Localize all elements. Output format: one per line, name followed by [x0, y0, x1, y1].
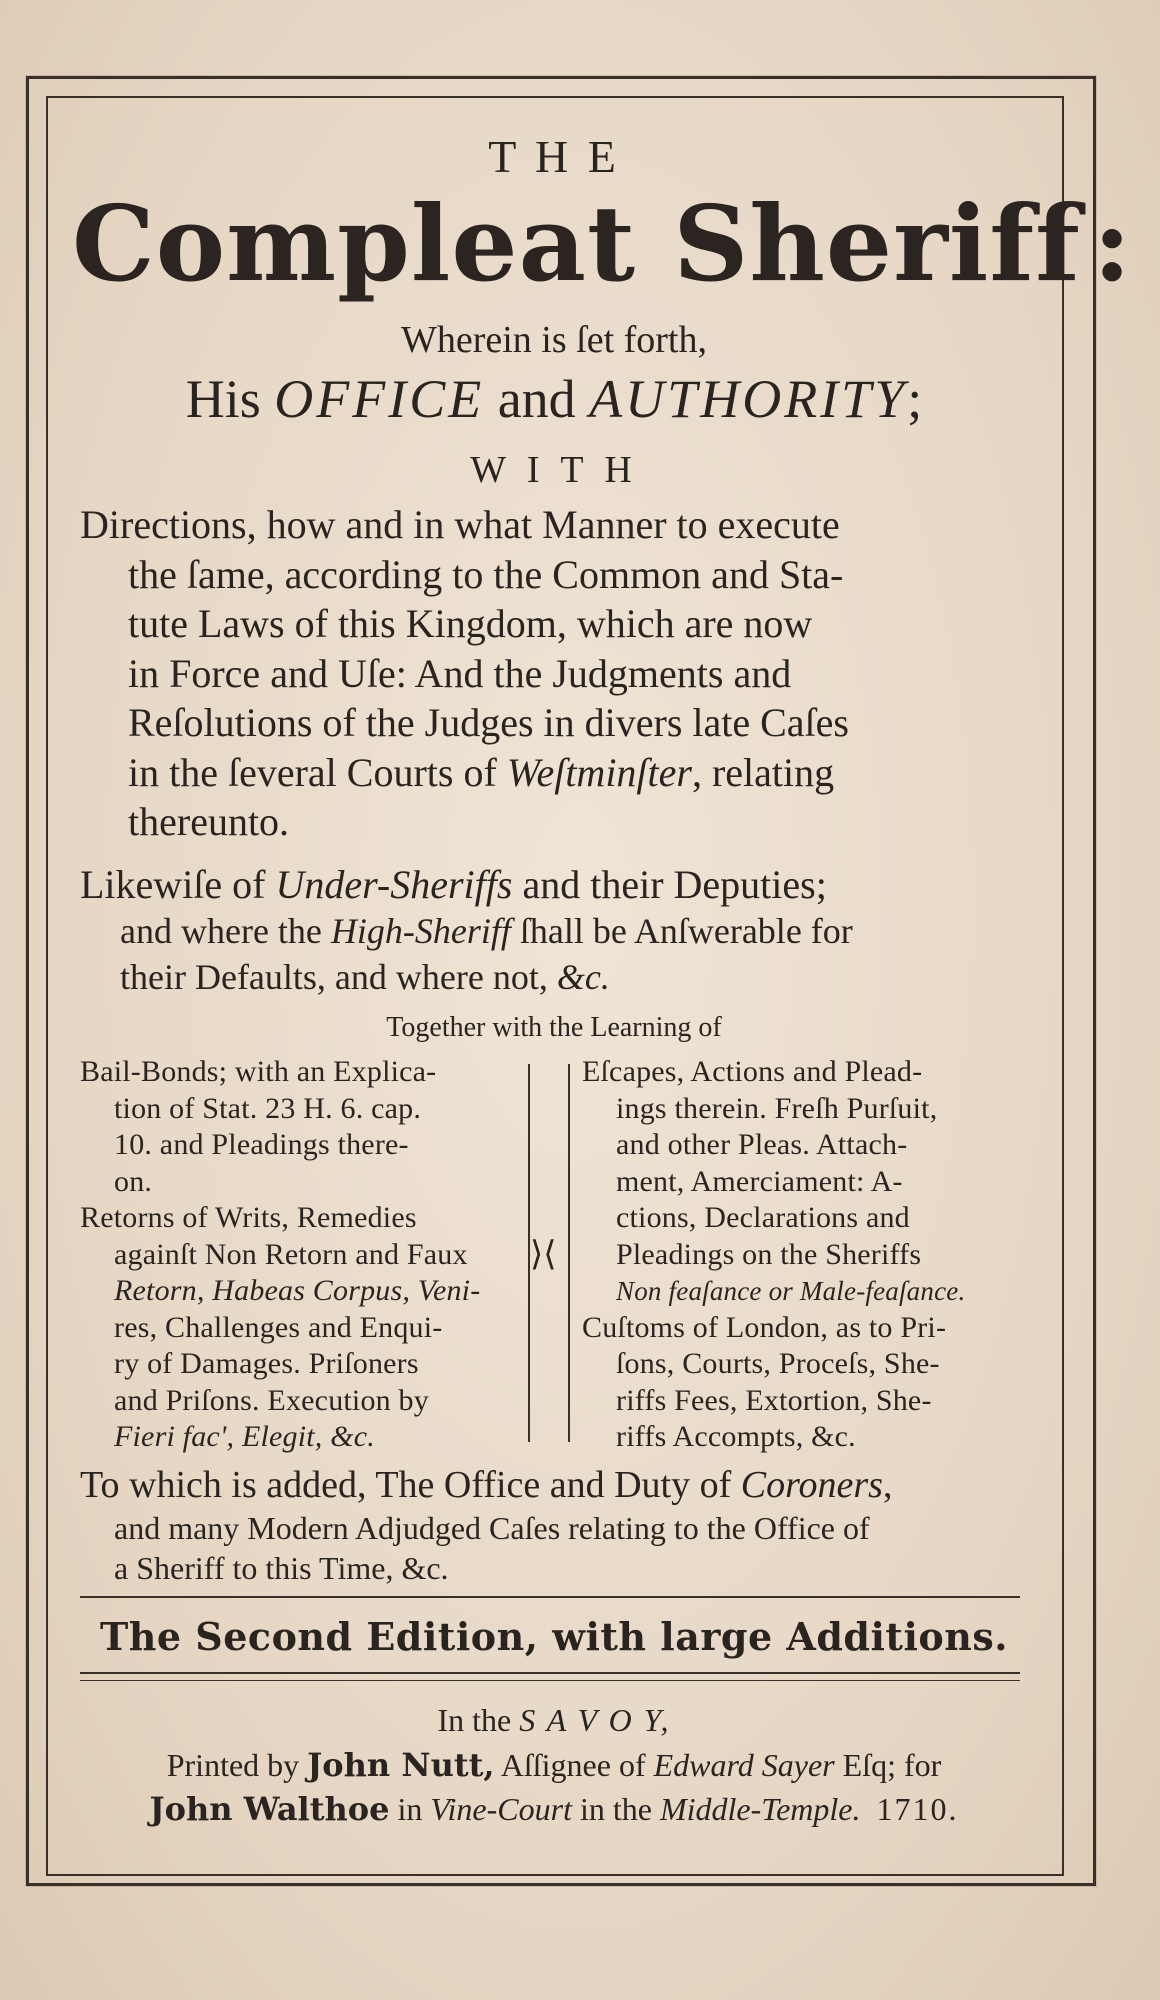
imprint-savoy: [72, 1702, 1036, 1739]
likewise-l3-pre: their Defaults, and where not,: [120, 957, 548, 997]
left-col-line: 10. and Pleadings there-: [114, 1128, 409, 1161]
under-sheriffs: Under-Sheriffs: [275, 862, 513, 907]
likewise-line-1: [80, 862, 1020, 908]
middle-temple: Middle-Temple.: [659, 1791, 861, 1827]
directions-line: thereunto.: [128, 799, 290, 844]
together-line: Together with the Learning of: [386, 1012, 722, 1043]
office-word: OFFICE: [274, 369, 485, 429]
likewise-l2-pre: and where the: [120, 911, 322, 951]
added-line-1: [80, 1462, 1020, 1508]
right-col-line: riffs Accompts, &c.: [616, 1420, 856, 1453]
left-column: [80, 1054, 520, 1456]
rule-above-edition: [80, 1596, 1020, 1598]
left-col-line: Retorns of Writs, Remedies: [80, 1201, 417, 1234]
added-post: ,: [882, 1464, 893, 1506]
bookseller-name: John Walthoe: [149, 1790, 390, 1828]
page-title: [72, 182, 1133, 305]
page-title-text: Compleat Sheriff: [72, 182, 1081, 305]
directions-line: in Force and Uſe: And the Judgments and: [128, 650, 792, 696]
left-col-line: Retorn, Habeas Corpus, Veni-: [114, 1274, 481, 1307]
esq-for: Eſq; for: [842, 1747, 942, 1783]
imprint-in: in: [397, 1791, 423, 1827]
right-column: [582, 1054, 1022, 1456]
right-col-line: Non feaſance or Male-feaſance.: [616, 1276, 966, 1306]
office-authority-line: [72, 368, 1036, 430]
brace-mark-icon: ⟩⟨: [530, 1236, 557, 1273]
right-col-line: Eſcapes, Actions and Plead-: [582, 1055, 923, 1088]
authority-word: AUTHORITY: [589, 369, 908, 429]
rule-below-edition-thin: [80, 1680, 1020, 1681]
right-col-line: riffs Fees, Extortion, She-: [616, 1383, 932, 1417]
imprint-printed: [72, 1746, 1036, 1784]
directions-line: Directions, how and in what Manner to execute: [80, 502, 840, 547]
left-col-line: Bail-Bonds; with an Explica-: [80, 1055, 437, 1088]
westminster-post: , relating: [691, 749, 835, 795]
westminster-pre: in the ſeveral Courts of: [128, 749, 497, 795]
assignee: Aſſignee of: [500, 1747, 646, 1783]
added-line-2: and many Modern Adjudged Caſes relating to the Office of: [114, 1510, 870, 1546]
title-the: T H E: [488, 131, 620, 182]
right-col-line: and other Pleas. Attach-: [616, 1128, 908, 1161]
savoy-word: S A V O Y,: [519, 1702, 671, 1738]
likewise-l2-post: ſhall be Anſwerable for: [519, 911, 853, 951]
likewise-post: and their Deputies;: [522, 862, 827, 907]
edition-line: The Second Edition, with large Additions.: [100, 1614, 1008, 1659]
likewise-pre: Likewiſe of: [80, 862, 266, 907]
savoy-pre: In the: [437, 1702, 512, 1738]
right-col-line: ſons, Courts, Proceſs, She-: [616, 1347, 940, 1380]
imprint-year: 1710.: [876, 1791, 959, 1827]
added-pre: To which is added, The Office and Duty of: [80, 1464, 732, 1506]
added-block: [80, 1462, 1020, 1588]
directions-line: Reſolutions of the Judges in divers late Caſes: [128, 700, 849, 745]
imprint-in-the: in the: [579, 1791, 652, 1827]
added-line-3: a Sheriff to this Time, &c.: [114, 1550, 449, 1586]
printer-name: John Nutt,: [307, 1746, 495, 1784]
rule-below-edition: [80, 1672, 1020, 1674]
office-and: and: [497, 369, 576, 429]
left-col-line: and Priſons. Execution by: [114, 1383, 429, 1417]
directions-line: tute Laws of this Kingdom, which are now: [128, 601, 813, 646]
coroners-word: Coroners: [740, 1464, 883, 1506]
right-col-line: ment, Amerciament: A-: [616, 1164, 903, 1198]
likewise-etc: &c.: [556, 957, 610, 997]
left-col-line: Fieri fac', Elegit, &c.: [114, 1420, 375, 1453]
left-col-line: res, Challenges and Enqui-: [114, 1310, 443, 1344]
directions-line-westminster: [80, 748, 1020, 798]
office-end: ;: [907, 369, 923, 429]
likewise-line-2: [80, 908, 1020, 954]
title-ornament: :: [1092, 182, 1133, 305]
vine-court: Vine-Court: [430, 1791, 572, 1827]
right-col-line: Cuſtoms of London, as to Pri-: [582, 1310, 947, 1344]
high-sheriff: High-Sheriff: [330, 911, 511, 951]
right-col-line: Pleadings on the Sheriffs: [616, 1237, 922, 1271]
left-col-line: tion of Stat. 23 H. 6. cap.: [114, 1091, 422, 1125]
left-col-line: on.: [114, 1164, 153, 1198]
sayer-name: Edward Sayer: [653, 1747, 835, 1783]
westminster-name: Weſtminſter: [506, 749, 692, 795]
directions-block: [80, 500, 1020, 847]
wherein-line: Wherein is ſet forth,: [400, 319, 707, 361]
imprint-walthoe: [72, 1790, 1036, 1828]
left-col-line: ry of Damages. Priſoners: [114, 1347, 419, 1380]
office-pre: His: [185, 369, 261, 429]
right-brace: [568, 1064, 570, 1442]
likewise-block: [80, 862, 1020, 1000]
right-col-line: ctions, Declarations and: [616, 1201, 910, 1234]
likewise-line-3: [80, 954, 1020, 1000]
right-col-line: ings therein. Freſh Purſuit,: [616, 1091, 938, 1125]
with-line: W I T H: [470, 449, 638, 491]
printed-pre: Printed by: [166, 1747, 300, 1783]
left-col-line: againſt Non Retorn and Faux: [114, 1237, 468, 1271]
directions-line: the ſame, according to the Common and Sta-: [128, 551, 844, 597]
